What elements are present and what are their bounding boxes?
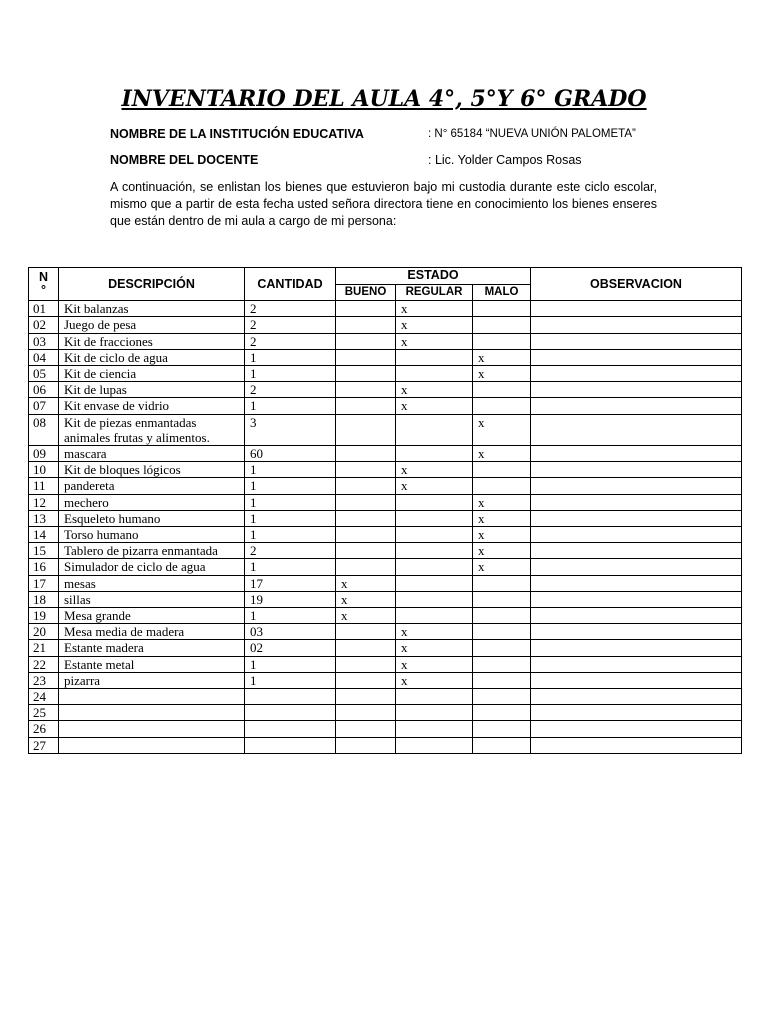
row-observation bbox=[531, 737, 742, 753]
row-state-bad: x bbox=[473, 543, 531, 559]
row-observation bbox=[531, 494, 742, 510]
row-state-bad bbox=[473, 317, 531, 333]
row-description: Kit de ciencia bbox=[59, 366, 245, 382]
row-state-regular bbox=[396, 510, 473, 526]
row-observation bbox=[531, 414, 742, 445]
table-row bbox=[29, 672, 742, 688]
row-state-bad: x bbox=[473, 349, 531, 365]
row-number: 15 bbox=[29, 543, 59, 559]
row-number: 03 bbox=[29, 333, 59, 349]
table-row bbox=[29, 689, 742, 705]
row-description: Kit de ciclo de agua bbox=[59, 349, 245, 365]
row-observation bbox=[531, 624, 742, 640]
row-quantity bbox=[245, 721, 336, 737]
row-state-good bbox=[336, 510, 396, 526]
row-state-good bbox=[336, 414, 396, 445]
row-observation bbox=[531, 543, 742, 559]
row-number: 19 bbox=[29, 608, 59, 624]
table-row bbox=[29, 494, 742, 510]
row-state-good bbox=[336, 705, 396, 721]
row-number: 07 bbox=[29, 398, 59, 414]
row-state-regular: x bbox=[396, 624, 473, 640]
row-state-bad bbox=[473, 672, 531, 688]
row-description: mesas bbox=[59, 575, 245, 591]
row-number: 14 bbox=[29, 527, 59, 543]
header-number bbox=[29, 268, 59, 301]
row-description: mechero bbox=[59, 494, 245, 510]
row-state-good: x bbox=[336, 608, 396, 624]
row-number: 11 bbox=[29, 478, 59, 494]
row-description: Kit de fracciones bbox=[59, 333, 245, 349]
row-state-regular: x bbox=[396, 333, 473, 349]
row-state-regular: x bbox=[396, 656, 473, 672]
table-row bbox=[29, 301, 742, 317]
table-row bbox=[29, 575, 742, 591]
row-quantity: 17 bbox=[245, 575, 336, 591]
row-state-bad: x bbox=[473, 494, 531, 510]
row-description: Tablero de pizarra enmantada bbox=[59, 543, 245, 559]
row-observation bbox=[531, 301, 742, 317]
row-observation bbox=[531, 333, 742, 349]
row-state-bad: x bbox=[473, 559, 531, 575]
row-quantity: 1 bbox=[245, 559, 336, 575]
intro-paragraph: A continuación, se enlistan los bienes que estuvieron bajo mi custodia durante este ciclo escolar, mismo que a partir de esta fecha usted señora directora tiene en conocimiento los bienes enseres que están dentro de mi aula a cargo de mi persona: bbox=[110, 180, 657, 228]
row-quantity: 1 bbox=[245, 398, 336, 414]
row-state-bad bbox=[473, 640, 531, 656]
row-state-good bbox=[336, 672, 396, 688]
row-description: Kit de bloques lógicos bbox=[59, 462, 245, 478]
row-number: 12 bbox=[29, 494, 59, 510]
row-state-good bbox=[336, 333, 396, 349]
header-regular: REGULAR bbox=[396, 285, 473, 301]
header-number-top: N bbox=[38, 270, 49, 285]
row-state-regular bbox=[396, 608, 473, 624]
row-state-regular: x bbox=[396, 382, 473, 398]
row-quantity bbox=[245, 737, 336, 753]
header-quantity: CANTIDAD bbox=[245, 268, 336, 301]
row-quantity: 3 bbox=[245, 414, 336, 445]
row-quantity: 2 bbox=[245, 543, 336, 559]
table-row bbox=[29, 640, 742, 656]
row-number: 20 bbox=[29, 624, 59, 640]
row-state-bad: x bbox=[473, 414, 531, 445]
row-number: 18 bbox=[29, 591, 59, 607]
row-state-good bbox=[336, 527, 396, 543]
row-number: 16 bbox=[29, 559, 59, 575]
row-description: sillas bbox=[59, 591, 245, 607]
row-quantity: 1 bbox=[245, 527, 336, 543]
row-description: Mesa grande bbox=[59, 608, 245, 624]
institution-label: NOMBRE DE LA INSTITUCIÓN EDUCATIVA bbox=[110, 127, 364, 141]
row-quantity: 1 bbox=[245, 510, 336, 526]
row-observation bbox=[531, 559, 742, 575]
row-description bbox=[59, 721, 245, 737]
row-description: Kit balanzas bbox=[59, 301, 245, 317]
header-description: DESCRIPCIÓN bbox=[59, 268, 245, 301]
row-number: 04 bbox=[29, 349, 59, 365]
row-state-good: x bbox=[336, 575, 396, 591]
row-description: Simulador de ciclo de agua bbox=[59, 559, 245, 575]
header-state: ESTADO bbox=[336, 268, 531, 285]
row-description: Torso humano bbox=[59, 527, 245, 543]
row-number: 26 bbox=[29, 721, 59, 737]
row-observation bbox=[531, 640, 742, 656]
row-state-regular bbox=[396, 689, 473, 705]
row-quantity: 1 bbox=[245, 366, 336, 382]
table-row bbox=[29, 721, 742, 737]
row-quantity: 1 bbox=[245, 478, 336, 494]
row-quantity: 1 bbox=[245, 462, 336, 478]
row-description bbox=[59, 737, 245, 753]
table-row bbox=[29, 398, 742, 414]
row-number: 24 bbox=[29, 689, 59, 705]
table-row bbox=[29, 591, 742, 607]
row-state-good bbox=[336, 349, 396, 365]
row-state-bad: x bbox=[473, 527, 531, 543]
table-row bbox=[29, 527, 742, 543]
row-number: 27 bbox=[29, 737, 59, 753]
row-observation bbox=[531, 317, 742, 333]
row-state-regular bbox=[396, 414, 473, 445]
row-state-regular bbox=[396, 591, 473, 607]
row-number: 25 bbox=[29, 705, 59, 721]
table-row bbox=[29, 317, 742, 333]
row-observation bbox=[531, 656, 742, 672]
row-observation bbox=[531, 608, 742, 624]
row-state-bad bbox=[473, 737, 531, 753]
row-state-good bbox=[336, 640, 396, 656]
row-description: Kit de piezas enmantadas animales frutas y alimentos. bbox=[59, 414, 245, 445]
header-observation: OBSERVACION bbox=[531, 268, 742, 301]
row-description: Mesa media de madera bbox=[59, 624, 245, 640]
row-observation bbox=[531, 591, 742, 607]
row-state-good: x bbox=[336, 591, 396, 607]
row-state-good bbox=[336, 721, 396, 737]
row-description: Esqueleto humano bbox=[59, 510, 245, 526]
row-number: 05 bbox=[29, 366, 59, 382]
row-observation bbox=[531, 398, 742, 414]
row-observation bbox=[531, 366, 742, 382]
row-state-bad bbox=[473, 333, 531, 349]
row-number: 08 bbox=[29, 414, 59, 445]
header-good: BUENO bbox=[336, 285, 396, 301]
row-state-regular bbox=[396, 494, 473, 510]
row-state-bad bbox=[473, 689, 531, 705]
row-description: Kit envase de vidrio bbox=[59, 398, 245, 414]
row-state-bad bbox=[473, 591, 531, 607]
row-number: 01 bbox=[29, 301, 59, 317]
row-quantity: 1 bbox=[245, 672, 336, 688]
table-row bbox=[29, 446, 742, 462]
row-observation bbox=[531, 721, 742, 737]
teacher-value: : Lic. Yolder Campos Rosas bbox=[428, 153, 582, 167]
row-state-regular: x bbox=[396, 478, 473, 494]
row-state-good bbox=[336, 624, 396, 640]
row-state-regular bbox=[396, 446, 473, 462]
header-bad: MALO bbox=[473, 285, 531, 301]
row-state-bad bbox=[473, 478, 531, 494]
table-header-row bbox=[29, 268, 742, 285]
row-number: 10 bbox=[29, 462, 59, 478]
row-description: Kit de lupas bbox=[59, 382, 245, 398]
row-state-good bbox=[336, 494, 396, 510]
row-description: mascara bbox=[59, 446, 245, 462]
row-state-bad bbox=[473, 575, 531, 591]
row-state-good bbox=[336, 737, 396, 753]
row-description: Estante metal bbox=[59, 656, 245, 672]
row-state-bad bbox=[473, 301, 531, 317]
row-state-bad bbox=[473, 656, 531, 672]
row-observation bbox=[531, 462, 742, 478]
row-state-good bbox=[336, 559, 396, 575]
row-state-good bbox=[336, 462, 396, 478]
row-state-bad bbox=[473, 398, 531, 414]
row-state-regular bbox=[396, 349, 473, 365]
row-quantity: 1 bbox=[245, 608, 336, 624]
row-state-regular: x bbox=[396, 317, 473, 333]
table-row bbox=[29, 366, 742, 382]
row-description: Juego de pesa bbox=[59, 317, 245, 333]
row-state-good bbox=[336, 382, 396, 398]
row-quantity bbox=[245, 689, 336, 705]
row-quantity: 60 bbox=[245, 446, 336, 462]
row-state-bad bbox=[473, 624, 531, 640]
row-state-bad: x bbox=[473, 446, 531, 462]
inventory-table bbox=[28, 267, 742, 754]
row-description: Estante madera bbox=[59, 640, 245, 656]
table-row bbox=[29, 737, 742, 753]
table-row bbox=[29, 543, 742, 559]
table-row bbox=[29, 414, 742, 445]
row-number: 23 bbox=[29, 672, 59, 688]
row-state-good bbox=[336, 656, 396, 672]
table-row bbox=[29, 705, 742, 721]
row-quantity: 19 bbox=[245, 591, 336, 607]
row-description: pizarra bbox=[59, 672, 245, 688]
row-state-regular: x bbox=[396, 301, 473, 317]
row-number: 02 bbox=[29, 317, 59, 333]
row-state-bad bbox=[473, 382, 531, 398]
row-quantity: 03 bbox=[245, 624, 336, 640]
inventory-table-body bbox=[29, 301, 742, 754]
row-quantity: 02 bbox=[245, 640, 336, 656]
row-state-good bbox=[336, 366, 396, 382]
row-observation bbox=[531, 705, 742, 721]
row-quantity: 1 bbox=[245, 349, 336, 365]
row-number: 13 bbox=[29, 510, 59, 526]
table-row bbox=[29, 656, 742, 672]
row-state-bad bbox=[473, 721, 531, 737]
table-row bbox=[29, 333, 742, 349]
row-state-regular bbox=[396, 527, 473, 543]
row-observation bbox=[531, 510, 742, 526]
row-state-good bbox=[336, 543, 396, 559]
row-observation bbox=[531, 446, 742, 462]
row-observation bbox=[531, 672, 742, 688]
row-observation bbox=[531, 689, 742, 705]
institution-value: : N° 65184 “NUEVA UNIÓN PALOMETA” bbox=[428, 128, 636, 140]
row-number: 22 bbox=[29, 656, 59, 672]
row-state-regular: x bbox=[396, 672, 473, 688]
row-state-bad bbox=[473, 705, 531, 721]
row-state-good bbox=[336, 398, 396, 414]
row-quantity: 1 bbox=[245, 656, 336, 672]
row-state-regular: x bbox=[396, 398, 473, 414]
table-row bbox=[29, 510, 742, 526]
document-title: INVENTARIO DEL AULA 4°, 5°Y 6° GRADO bbox=[121, 86, 647, 112]
row-description bbox=[59, 689, 245, 705]
table-row bbox=[29, 462, 742, 478]
row-observation bbox=[531, 349, 742, 365]
row-state-bad bbox=[473, 462, 531, 478]
teacher-label: NOMBRE DEL DOCENTE bbox=[110, 153, 259, 167]
row-description: pandereta bbox=[59, 478, 245, 494]
row-quantity: 1 bbox=[245, 494, 336, 510]
table-row bbox=[29, 478, 742, 494]
table-row bbox=[29, 624, 742, 640]
row-quantity bbox=[245, 705, 336, 721]
row-number: 17 bbox=[29, 575, 59, 591]
row-quantity: 2 bbox=[245, 301, 336, 317]
row-state-regular bbox=[396, 559, 473, 575]
row-state-good bbox=[336, 689, 396, 705]
row-state-good bbox=[336, 446, 396, 462]
row-state-bad bbox=[473, 608, 531, 624]
row-state-regular: x bbox=[396, 640, 473, 656]
row-number: 09 bbox=[29, 446, 59, 462]
row-state-regular bbox=[396, 543, 473, 559]
row-state-regular bbox=[396, 737, 473, 753]
row-state-regular bbox=[396, 366, 473, 382]
row-state-regular: x bbox=[396, 462, 473, 478]
row-state-good bbox=[336, 301, 396, 317]
row-observation bbox=[531, 382, 742, 398]
table-row bbox=[29, 349, 742, 365]
row-quantity: 2 bbox=[245, 317, 336, 333]
row-observation bbox=[531, 478, 742, 494]
table-row bbox=[29, 559, 742, 575]
row-state-bad: x bbox=[473, 510, 531, 526]
row-number: 21 bbox=[29, 640, 59, 656]
row-state-regular bbox=[396, 721, 473, 737]
row-quantity: 2 bbox=[245, 333, 336, 349]
row-state-good bbox=[336, 317, 396, 333]
header-number-bottom: ° bbox=[41, 283, 46, 298]
row-state-regular bbox=[396, 705, 473, 721]
row-description bbox=[59, 705, 245, 721]
row-state-bad: x bbox=[473, 366, 531, 382]
row-observation bbox=[531, 527, 742, 543]
row-number: 06 bbox=[29, 382, 59, 398]
row-state-regular bbox=[396, 575, 473, 591]
table-row bbox=[29, 608, 742, 624]
row-quantity: 2 bbox=[245, 382, 336, 398]
row-state-good bbox=[336, 478, 396, 494]
table-row bbox=[29, 382, 742, 398]
row-observation bbox=[531, 575, 742, 591]
